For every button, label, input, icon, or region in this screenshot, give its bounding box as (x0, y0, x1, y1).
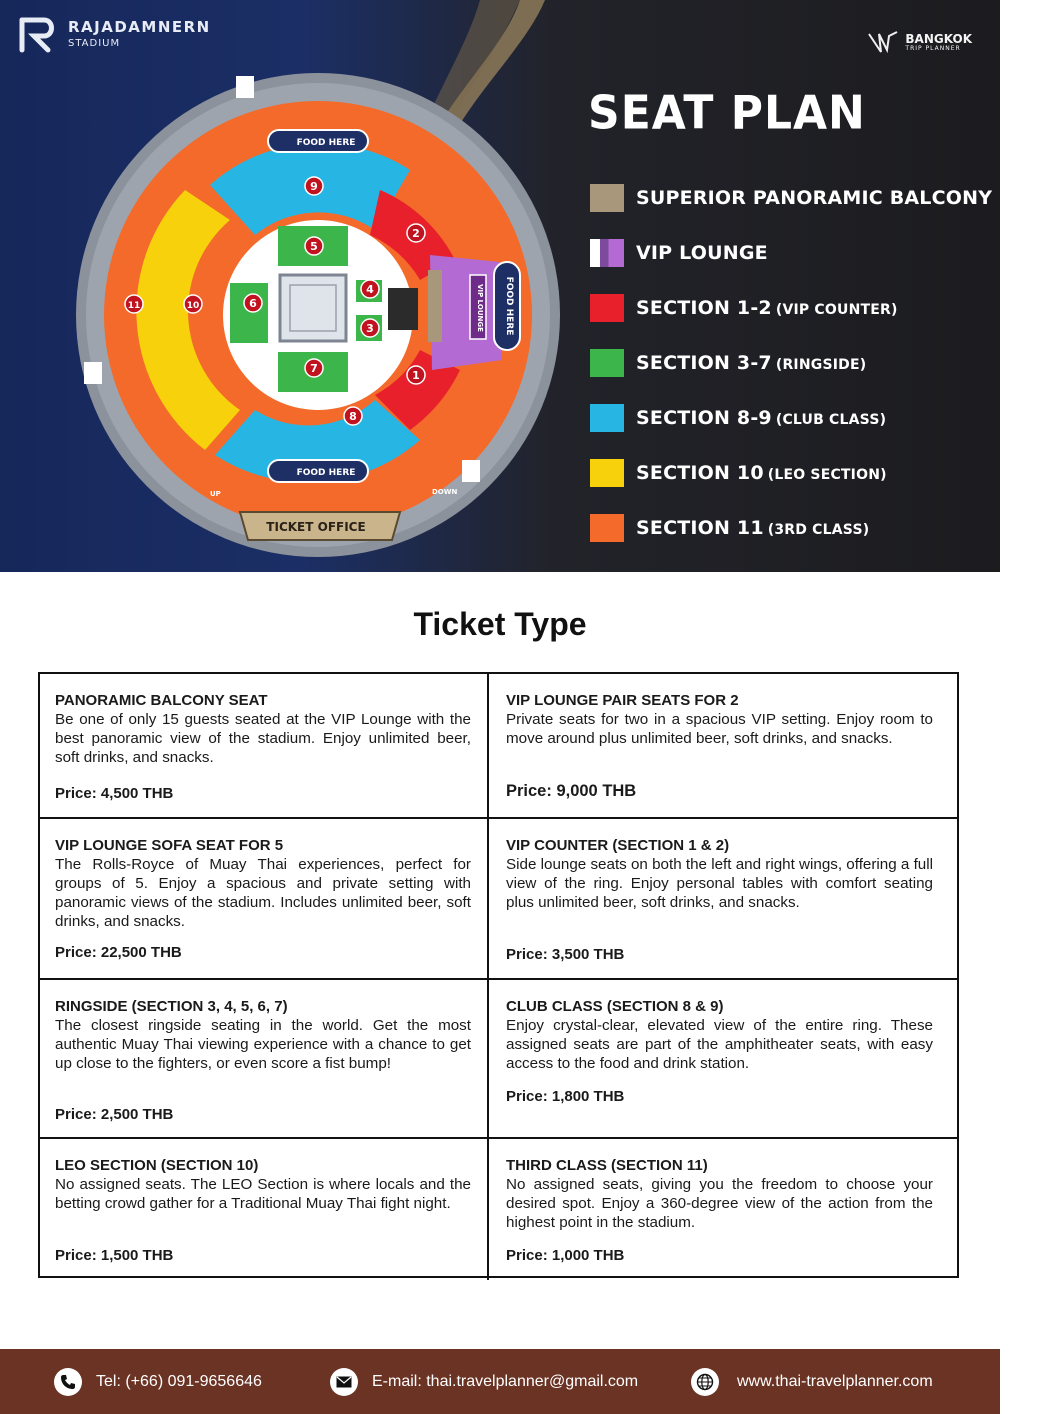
ticket-description: Side lounge seats on both the left and right wings, offering a full view of the ring. Enjoy personal tables with comfort seating plus unlimited beer, soft drinks, and snacks. (506, 856, 933, 911)
ticket-name: VIP LOUNGE SOFA SEAT FOR 5 (55, 837, 284, 854)
legend-swatch (590, 459, 624, 487)
section-9-label: 9 (310, 180, 318, 193)
section-3-label: 3 (366, 322, 374, 335)
legend-item (590, 280, 990, 335)
seat-plan-title: SEAT PLAN (588, 86, 866, 141)
footer-phone[interactable] (54, 1368, 262, 1396)
stadium-map (0, 0, 560, 572)
legend-item (590, 445, 990, 500)
ticket-description: Private seats for two in a spacious VIP setting. Enjoy room to move around plus unlimited beer, soft drinks, and snacks. (506, 711, 933, 747)
ticket-description: No assigned seats, giving you the freedom to choose your desired spot. Enjoy a 360-degree view of the action from the highest point in the stadium. (506, 1176, 933, 1231)
ticket-price: Price: 4,500 THB (55, 785, 174, 802)
legend-item (590, 390, 990, 445)
ticket-description: The closest ringside seating in the world. Get the most authentic Muay Thai viewing experience with a chance to get up close to the fighters, or even score a fist bump! (55, 1017, 471, 1072)
ticket-description: Enjoy crystal-clear, elevated view of the entire ring. These assigned seats are part of the amphitheater seats, with easy access to the food and drink station. (506, 1017, 933, 1072)
legend-swatch (590, 184, 624, 212)
ticket-price: Price: 1,500 THB (55, 1247, 174, 1264)
down-label: DOWN (432, 488, 458, 496)
globe-icon (691, 1368, 719, 1396)
ticket-cell (489, 819, 959, 980)
restroom-icon (462, 460, 480, 482)
legend-sublabel: (LEO SECTION) (767, 466, 887, 483)
partner-line2: TRIP PLANNER (905, 45, 961, 53)
footer-email-text: E-mail: thai.travelplanner@gmail.com (372, 1373, 639, 1390)
logo-line2: STADIUM (68, 37, 121, 49)
ticket-name: RINGSIDE (SECTION 3, 4, 5, 6, 7) (55, 998, 288, 1015)
section-6-label: 6 (249, 297, 257, 310)
ticket-type-title: Ticket Type (413, 606, 587, 642)
legend-sublabel: (3RD CLASS) (767, 521, 870, 538)
legend-label: SECTION 11 (636, 516, 764, 539)
ticket-price: Price: 2,500 THB (55, 1106, 174, 1123)
ticket-price: Price: 1,000 THB (506, 1247, 625, 1264)
legend-sublabel: (RINGSIDE) (775, 356, 867, 373)
phone-icon (54, 1368, 82, 1396)
legend-label: SECTION 10 (636, 461, 764, 484)
section-7-label: 7 (310, 362, 318, 375)
ticket-cell (40, 980, 489, 1139)
footer-website-text: www.thai-travelplanner.com (737, 1373, 933, 1390)
ticket-office-label: TICKET OFFICE (266, 520, 366, 534)
ticket-name: LEO SECTION (SECTION 10) (55, 1157, 259, 1174)
ticket-cell (40, 819, 489, 980)
legend-label: SUPERIOR PANORAMIC BALCONY SEAT (636, 186, 1053, 209)
ticket-price: Price: 1,800 THB (506, 1088, 625, 1105)
legend-swatch (590, 404, 624, 432)
up-label: UP (210, 490, 221, 498)
ticket-cell (40, 674, 489, 819)
ticket-table (38, 672, 959, 1278)
ticket-name: VIP COUNTER (SECTION 1 & 2) (506, 837, 730, 854)
footer-email[interactable] (330, 1368, 638, 1396)
contact-footer (0, 1349, 1000, 1414)
legend-swatch (590, 514, 624, 542)
panoramic-balcony-area[interactable] (428, 270, 442, 342)
legend-sublabel: (CLUB CLASS) (775, 411, 887, 428)
wing-logo-icon (867, 30, 901, 56)
ticket-name: CLUB CLASS (SECTION 8 & 9) (506, 998, 724, 1015)
section-4-label: 4 (366, 283, 374, 296)
food-bottom-label: FOOD HERE (296, 468, 356, 478)
legend-swatch (590, 349, 624, 377)
ticket-name: PANORAMIC BALCONY SEAT (55, 692, 268, 709)
vip-lounge-map-label: VIP LOUNGE (476, 284, 484, 332)
restroom-icon (84, 362, 102, 384)
ticket-name: VIP LOUNGE PAIR SEATS FOR 2 (506, 692, 739, 709)
legend-item (590, 170, 1053, 225)
seat-plan-banner (0, 0, 1053, 572)
ticket-price: Price: 9,000 THB (506, 782, 637, 800)
ticket-name: THIRD CLASS (SECTION 11) (506, 1157, 708, 1174)
legend-item (590, 335, 990, 390)
legend-label: VIP LOUNGE (636, 241, 768, 264)
footer-website[interactable] (691, 1368, 933, 1396)
section-2-label: 2 (412, 227, 420, 240)
section-6-area[interactable] (230, 283, 268, 343)
ticket-description: No assigned seats. The LEO Section is where locals and the betting crowd gather for a Traditional Muay Thai fight night. (55, 1176, 471, 1212)
food-right-label: FOOD HERE (504, 276, 514, 336)
section-1-label: 1 (412, 369, 420, 382)
ticket-cell (40, 1139, 489, 1280)
seat-legend (590, 170, 1053, 555)
food-top-label: FOOD HERE (296, 138, 356, 148)
partner-logo (867, 30, 972, 56)
legend-label: SECTION 3-7 (636, 351, 772, 374)
ticket-price: Price: 3,500 THB (506, 946, 625, 963)
legend-label: SECTION 1-2 (636, 296, 772, 319)
section-8-label: 8 (349, 410, 357, 423)
legend-swatch (590, 294, 624, 322)
ticket-cell (489, 980, 959, 1139)
ticket-price: Price: 22,500 THB (55, 944, 182, 961)
ticket-cell (489, 1139, 959, 1280)
section-5-label: 5 (310, 240, 318, 253)
legend-swatch (590, 239, 624, 267)
ticket-description: The Rolls-Royce of Muay Thai experiences, perfect for groups of 5. Enjoy a spacious and private setting with panoramic views of the stadium. Includes unlimited beer, soft drinks, and snacks. (55, 856, 471, 930)
legend-label: SECTION 8-9 (636, 406, 772, 429)
restroom-icon (236, 76, 254, 98)
ticket-description: Be one of only 15 guests seated at the VIP Lounge with the best panoramic view of the stadium. Enjoy unlimited beer, soft drinks, and snacks. (55, 711, 471, 766)
section-11-label: 11 (127, 301, 141, 311)
mail-icon (330, 1368, 358, 1396)
logo-line1: RAJADAMNERN (68, 17, 211, 36)
section-10-label: 10 (186, 301, 200, 311)
legend-item (590, 225, 990, 280)
footer-phone-text: Tel: (+66) 091-9656646 (96, 1373, 262, 1390)
legend-sublabel: (VIP COUNTER) (775, 301, 898, 318)
legend-item (590, 500, 990, 555)
ticket-cell (489, 674, 959, 819)
partner-line1: BANGKOK (905, 32, 972, 47)
